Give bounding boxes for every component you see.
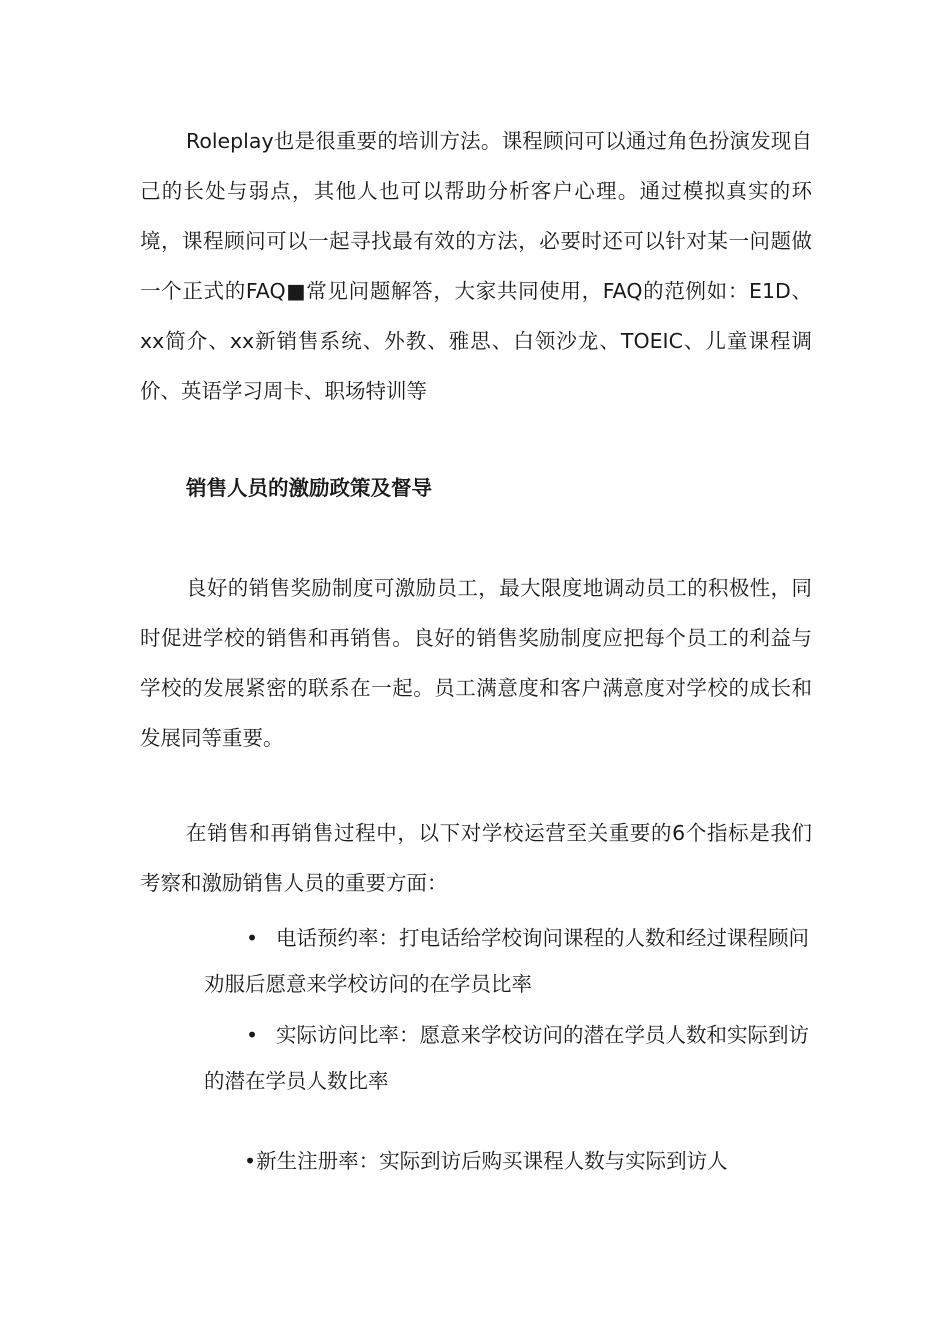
section-heading: 销售人员的激励政策及督导: [186, 476, 432, 500]
bullet-text: 实际访问比率：愿意来学校访问的潜在学员人数和实际到访的潜在学员人数比率: [204, 1023, 809, 1093]
bullet-dot-icon: •: [246, 1023, 259, 1047]
bullet-item: [204, 1012, 812, 1104]
bullet-dot-icon: •: [244, 1149, 257, 1173]
bullet-dot-icon: •: [246, 926, 259, 950]
paragraph-roleplay: Roleplay也是很重要的培训方法。课程顾问可以通过角色扮演发现自己的长处与弱点，其他人也可以帮助分析客户心理。通过模拟真实的环境，课程顾问可以一起寻找最有效的方法，必要时还可以针对某一问题做一个正式的FAQ■常见问题解答，大家共同使用，FAQ的范例如：E1D、xx简介、xx新销售系统、外教、雅思、白领沙龙、TOEIC、儿童课程调价、英语学习周卡、职场特训等: [140, 129, 812, 403]
bullet-text: 新生注册率：实际到访后购买课程人数与实际到访人: [256, 1149, 728, 1173]
bullet-item: [204, 915, 812, 1007]
bullet-item: [244, 1138, 852, 1184]
bullet-text: 电话预约率：打电话给学校询问课程的人数和经过课程顾问劝服后愿意来学校访问的在学员比率: [204, 926, 809, 996]
paragraph-indicators-intro: 在销售和再销售过程中，以下对学校运营至关重要的6个指标是我们考察和激励销售人员的重要方面：: [140, 821, 812, 895]
paragraph-incentive: 良好的销售奖励制度可激励员工，最大限度地调动员工的积极性，同时促进学校的销售和再销售。良好的销售奖励制度应把每个员工的利益与学校的发展紧密的联系在一起。员工满意度和客户满意度对学校的成长和发展同等重要。: [140, 576, 812, 750]
